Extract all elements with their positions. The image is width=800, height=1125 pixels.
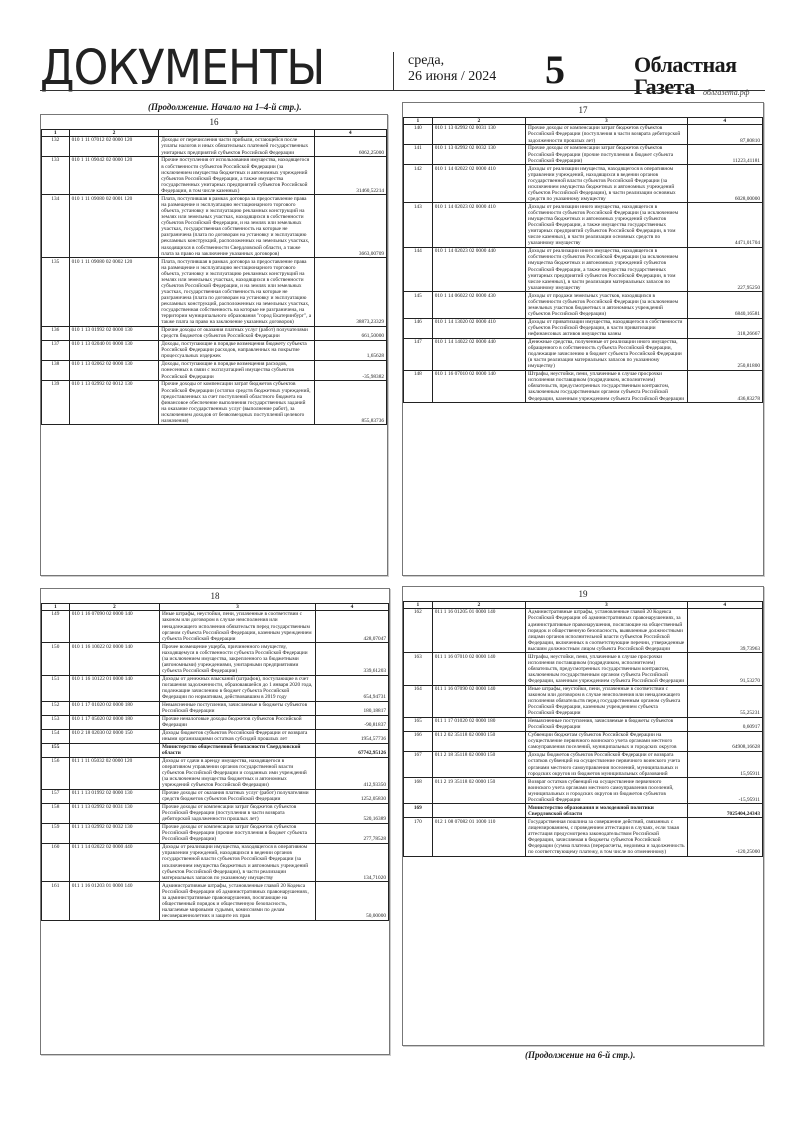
item-description: Плата, поступившая в рамках договора за предоставление права на размещение и эксплуатацию нестационарного торгового объекта, установку и эксплуатацию рекламных конструкций на землях или земельных участках, находящихся в собственности субъектов Российской Федерации, и на землях или земельных участках, государственная собственность на которые не разграничена (плата по договорам на установку и эксплуатацию рекламных конструкций, расположенных на земельных участках, находящихся в собственности Свердловской области, а также плата за право на заключение указанных договоров) bbox=[159, 195, 314, 258]
budget-code: 011 1 13 02992 02 0031 130 bbox=[69, 803, 159, 823]
amount: 412,93350 bbox=[316, 757, 389, 789]
table-row bbox=[42, 195, 387, 258]
table-row bbox=[42, 360, 387, 380]
budget-code: 010 1 11 09080 02 0001 120 bbox=[69, 195, 159, 258]
table-row bbox=[404, 717, 763, 731]
item-description: Иные штрафы, неустойки, пени, уплаченные в соответствии с законом или договором в случае неисполнения или ненадлежащего исполнения обязательств перед государственным органом субъекта Российской Федерации, казенным учреждением субъекта Российской Федерации bbox=[159, 611, 315, 643]
item-description: Прочие доходы от компенсации затрат бюджетов субъектов Российской Федерации (прочие поступления в бюджет субъекта Российской Федерации) bbox=[159, 823, 315, 843]
item-description: Доходы, поступающие в порядке возмещения бюджету субъекта Российской Федерации расходов, направленных на покрытие процессуальных издержек bbox=[159, 340, 314, 360]
budget-code bbox=[69, 743, 159, 757]
table-row bbox=[42, 326, 387, 340]
item-description: Доходы от перечисления части прибыли, остающейся после уплаты налогов и иных обязательных платежей государственных унитарных предприятий субъектов Российской Федерации bbox=[159, 137, 314, 157]
amount: 227,95250 bbox=[687, 247, 762, 291]
amount: 428,07047 bbox=[316, 611, 389, 643]
budget-code bbox=[432, 804, 525, 818]
table-row bbox=[404, 125, 763, 145]
row-number: 153 bbox=[42, 715, 70, 729]
amount: 4471,01704 bbox=[687, 203, 762, 247]
table-row bbox=[42, 157, 387, 195]
table-row bbox=[404, 778, 763, 804]
document-table bbox=[403, 117, 763, 403]
column-header: 3 bbox=[526, 118, 688, 125]
issue-date: 26 июня / 2024 bbox=[408, 69, 497, 84]
table-row bbox=[42, 340, 387, 360]
row-number: 135 bbox=[42, 258, 70, 327]
table-row bbox=[42, 675, 389, 701]
column-header: 2 bbox=[432, 118, 525, 125]
amount: -15,95911 bbox=[687, 778, 762, 804]
row-number: 157 bbox=[42, 789, 70, 803]
column-header: 1 bbox=[42, 130, 70, 137]
item-description: Денежные средства, полученные от реализации иного имущества, обращенного в собственность субъекта Российской Федерации, подлежащие зачислению в бюджет субъекта Российской Федерации (в части реализации материальных запасов по указанному имуществу) bbox=[526, 338, 688, 370]
item-description: Доходы от реализации иного имущества, находящегося в собственности субъектов Российской Федерации (за исключением имущества бюджетных и автономных учреждений субъектов Российской Федерации, а также имущества государственных унитарных предприятий субъектов Российской Федерации, в том числе казенных), в части реализации основных средств по указанному имуществу bbox=[526, 203, 688, 247]
column-header: 1 bbox=[404, 602, 433, 609]
row-number: 158 bbox=[42, 803, 70, 823]
budget-code: 011 1 14 02022 02 0000 440 bbox=[69, 843, 159, 881]
budget-code: 010 1 13 02062 02 0000 130 bbox=[69, 360, 159, 380]
item-description: Штрафы, неустойки, пени, уплаченные в случае просрочки исполнения поставщиком (подрядчиком, исполнителем) обязательств, предусмотренных государственным контрактом, заключенным государственным органом субъекта Российской Федерации, казенным учреждением субъекта Российской Федерации bbox=[526, 653, 688, 685]
amount: 38873,23329 bbox=[314, 258, 386, 327]
amount: 55,25231 bbox=[687, 685, 762, 717]
amount: -120,25000 bbox=[687, 818, 762, 856]
row-number: 152 bbox=[42, 701, 70, 715]
budget-code: 011 1 16 07090 02 0000 140 bbox=[432, 685, 525, 717]
item-description: Прочие доходы от оказания платных услуг (работ) получателями средств бюджетов субъектов Российской Федерации bbox=[159, 789, 315, 803]
table-row bbox=[404, 203, 763, 247]
column-header: 2 bbox=[432, 602, 525, 609]
amount: 520,16389 bbox=[316, 803, 389, 823]
table-row bbox=[404, 751, 763, 777]
table-row bbox=[404, 247, 763, 291]
row-number: 151 bbox=[42, 675, 70, 701]
budget-code: 010 1 14 02023 02 0000 410 bbox=[432, 203, 525, 247]
item-description: Прочие доходы от оказания платных услуг (работ) получателями средств бюджетов субъектов Российской Федерации bbox=[159, 326, 314, 340]
row-number: 166 bbox=[404, 731, 433, 751]
row-number: 149 bbox=[42, 611, 70, 643]
item-description: Доходы от сдачи в аренду имущества, находящегося в оперативном управлении органов государственной власти субъектов Российской Федерации и созданных ими учреждений (за исключением имущества бюджетных и автономных учреждений субъектов Российской Федерации) bbox=[159, 757, 315, 789]
row-number: 133 bbox=[42, 157, 70, 195]
amount: 436,83278 bbox=[687, 370, 762, 402]
item-description: Штрафы, неустойки, пени, уплаченные в случае просрочки исполнения поставщиком (подрядчиком, исполнителем) обязательств, предусмотренных государственным контрактом, заключенным государственным органом субъекта Российской Федерации, казенным учреждением субъекта Российской Федерации bbox=[526, 370, 688, 402]
row-number: 162 bbox=[404, 609, 433, 653]
amount: 855,83736 bbox=[314, 381, 386, 425]
budget-code: 010 1 17 01020 02 0000 180 bbox=[69, 701, 159, 715]
amount: 67742,95126 bbox=[316, 743, 389, 757]
document-panel-18 bbox=[40, 588, 390, 1055]
item-description: Субвенции бюджетам субъектов Российской Федерации на осуществление первичного воинского учета органами местного самоуправления поселений, муниципальных и городских округов bbox=[526, 731, 688, 751]
row-number: 169 bbox=[404, 804, 433, 818]
column-header: 3 bbox=[526, 602, 688, 609]
table-row bbox=[404, 165, 763, 203]
budget-code: 011 1 16 01203 01 0000 140 bbox=[69, 882, 159, 920]
item-description: Прочие поступления от использования имущества, находящегося в собственности субъектов Российской Федерации (за исключением имущества бюджетных и автономных учреждений субъектов Российской Федерации, а также имущества государственных унитарных предприятий субъектов Российской Федерации, в том числе казенных) bbox=[159, 157, 314, 195]
item-description: Возврат остатков субвенций на осуществление первичного воинского учета органами местного самоуправления поселений, муниципальных и городских округов из бюджетов субъектов Российской Федерации bbox=[526, 778, 688, 804]
page-number: 5 bbox=[545, 47, 565, 92]
budget-code: 011 1 17 01020 02 0000 180 bbox=[432, 717, 525, 731]
budget-code: 010 1 17 05020 02 0000 180 bbox=[69, 715, 159, 729]
column-header: 4 bbox=[687, 118, 762, 125]
amount: 250,81800 bbox=[687, 338, 762, 370]
row-number: 139 bbox=[42, 381, 70, 425]
item-description: Государственная пошлина за совершение действий, связанных с лицензированием, с проведением аттестации в случаях, если такая аттестация предусмотрена законодательством Российской Федерации, зачисляемая в бюджеты субъектов Российской Федерации (сумма платежа (перерасчеты, недоимка и задолженность по соответствующему платежу, в том числе по отмененному) bbox=[526, 818, 688, 856]
item-description: Административные штрафы, установленные главой 20 Кодекса Российской Федерации об административных правонарушениях, за административные правонарушения, посягающие на общественный порядок и общественную безопасность, выявленные должностными лицами органов исполнительной власти субъектов Российской Федерации, включенных в соответствующие перечни, утвержденные высшим должностным лицом субъекта Российской Федерации bbox=[526, 609, 688, 653]
table-row bbox=[404, 653, 763, 685]
column-header: 1 bbox=[42, 604, 70, 611]
row-number: 155 bbox=[42, 743, 70, 757]
row-number: 144 bbox=[404, 247, 433, 291]
budget-code: 010 1 14 14022 02 0000 440 bbox=[432, 338, 525, 370]
item-description: Доходы бюджетов субъектов Российской Федерации от возврата остатков субвенций на осуществление первичного воинского учета органами местного самоуправления поселений, муниципальных и городских округов из бюджетов муниципальных образований bbox=[526, 751, 688, 777]
budget-code: 010 1 13 02992 02 0012 130 bbox=[69, 381, 159, 425]
amount: 91,53270 bbox=[687, 653, 762, 685]
budget-code: 011 1 16 07010 02 0000 140 bbox=[432, 653, 525, 685]
budget-code: 011 2 02 35118 02 0000 150 bbox=[432, 731, 525, 751]
budget-code: 011 2 19 35118 02 0000 150 bbox=[432, 778, 525, 804]
amount: 180,18817 bbox=[316, 701, 389, 715]
budget-code: 010 1 13 02040 01 0000 130 bbox=[69, 340, 159, 360]
table-row bbox=[42, 843, 389, 881]
column-header: 4 bbox=[316, 604, 389, 611]
budget-code: 010 2 18 02030 02 0000 150 bbox=[69, 729, 159, 743]
table-row bbox=[42, 137, 387, 157]
row-number: 167 bbox=[404, 751, 433, 777]
column-header: 2 bbox=[69, 130, 159, 137]
item-description: Прочие доходы от компенсации затрат бюджетов субъектов Российской Федерации (прочие поступления в бюджет субъекта Российской Федерации) bbox=[526, 145, 688, 165]
table-header bbox=[404, 118, 763, 125]
item-description: Прочее возмещение ущерба, причиненного имуществу, находящемуся в собственности субъекта Российской Федерации (за исключением имущества, закрепленного за бюджетными (автономными) учреждениями, унитарными предприятиями субъекта Российской Федерации) bbox=[159, 643, 315, 675]
panel-number: 17 bbox=[578, 105, 588, 115]
budget-code: 010 1 16 07010 02 0000 140 bbox=[432, 370, 525, 402]
table-row bbox=[404, 804, 763, 818]
panel-number: 18 bbox=[210, 591, 220, 601]
column-header: 2 bbox=[69, 604, 159, 611]
amount: 87,80810 bbox=[687, 125, 762, 145]
document-panel-19 bbox=[402, 586, 764, 1046]
amount: 277,78528 bbox=[316, 823, 389, 843]
issue-weekday: среда, bbox=[408, 53, 445, 68]
table-row bbox=[42, 789, 389, 803]
column-header: 4 bbox=[687, 602, 762, 609]
item-description: Плата, поступившая в рамках договора за предоставление права на размещение и эксплуатацию нестационарного торгового объекта, установку и эксплуатацию рекламных конструкций на землях или земельных участках, находящихся в собственности субъектов Российской Федерации, и на землях или земельных участках, государственная собственность на которые не разграничена (плата по договорам на установку и эксплуатацию рекламных конструкций, расположенных на земельных участках, государственная собственность на которые не разграничена, на территории муниципального образования "город Екатеринбург", а также плата за право на заключение указанных договоров) bbox=[159, 258, 314, 327]
budget-code: 010 1 14 02023 02 0000 440 bbox=[432, 247, 525, 291]
table-row bbox=[42, 729, 389, 743]
amount: 0,60917 bbox=[687, 717, 762, 731]
paper-name-line1: Областная bbox=[634, 52, 737, 77]
amount: 11223,41181 bbox=[687, 145, 762, 165]
row-number: 142 bbox=[404, 165, 433, 203]
item-description: Невыясненные поступления, зачисляемые в бюджеты субъектов Российской Федерации bbox=[159, 701, 315, 715]
row-number: 164 bbox=[404, 685, 433, 717]
budget-code: 010 1 13 02992 02 0032 130 bbox=[432, 145, 525, 165]
panel-number: 19 bbox=[578, 589, 588, 599]
section-title: ДОКУМЕНТЫ bbox=[40, 40, 325, 96]
document-panel-17 bbox=[402, 102, 764, 576]
row-number: 165 bbox=[404, 717, 433, 731]
amount: 7025404,24343 bbox=[687, 804, 762, 818]
amount: 39,73963 bbox=[687, 609, 762, 653]
table-row bbox=[42, 882, 389, 920]
amount: 654,94731 bbox=[316, 675, 389, 701]
row-number: 150 bbox=[42, 643, 70, 675]
table-row bbox=[42, 643, 389, 675]
row-number: 137 bbox=[42, 340, 70, 360]
row-number: 163 bbox=[404, 653, 433, 685]
amount: 15,95911 bbox=[687, 751, 762, 777]
table-row bbox=[42, 823, 389, 843]
item-description: Прочие доходы от компенсации затрат бюджетов субъектов Российской Федерации (поступления в части возврата дебиторской задолженности прошлых лет) bbox=[159, 803, 315, 823]
row-number: 148 bbox=[404, 370, 433, 402]
continued-on-note: (Продолжение на 6-й стр.). bbox=[525, 1050, 636, 1060]
item-description: Министерство общественной безопасности Свердловской области bbox=[159, 743, 315, 757]
amount: 6840,16581 bbox=[687, 292, 762, 318]
row-number: 161 bbox=[42, 882, 70, 920]
table-row bbox=[404, 685, 763, 717]
document-table bbox=[41, 603, 389, 921]
budget-code: 011 1 16 01205 01 0000 140 bbox=[432, 609, 525, 653]
budget-code: 010 1 14 13020 02 0000 410 bbox=[432, 318, 525, 338]
row-number: 141 bbox=[404, 145, 433, 165]
row-number: 134 bbox=[42, 195, 70, 258]
table-row bbox=[42, 611, 389, 643]
amount: 64908,16628 bbox=[687, 731, 762, 751]
budget-code: 010 1 16 10022 02 0000 140 bbox=[69, 643, 159, 675]
table-row bbox=[42, 701, 389, 715]
continued-from-note: (Продолжение. Начало на 1–4-й стр.). bbox=[148, 102, 302, 112]
table-row bbox=[42, 258, 387, 327]
table-header bbox=[42, 130, 387, 137]
table-header bbox=[404, 602, 763, 609]
paper-name-line2: Газета bbox=[634, 74, 695, 99]
paper-site: облгазета.рф bbox=[703, 88, 750, 97]
budget-code: 011 1 13 01992 02 0000 130 bbox=[69, 789, 159, 803]
budget-code: 010 1 16 10122 01 0000 140 bbox=[69, 675, 159, 701]
item-description: Прочие неналоговые доходы бюджетов субъектов Российской Федерации bbox=[159, 715, 315, 729]
amount: 50,00000 bbox=[316, 882, 389, 920]
budget-code: 010 1 11 07012 02 0000 120 bbox=[69, 137, 159, 157]
row-number: 156 bbox=[42, 757, 70, 789]
document-table bbox=[403, 601, 763, 857]
panel-number: 16 bbox=[209, 117, 219, 127]
column-header: 1 bbox=[404, 118, 433, 125]
row-number: 168 bbox=[404, 778, 433, 804]
item-description: Доходы от продажи земельных участков, находящихся в собственности субъектов Российской Федерации (за исключением земельных участков бюджетных и автономных учреждений субъектов Российской Федерации) bbox=[526, 292, 688, 318]
budget-code: 010 1 14 06022 02 0000 430 bbox=[432, 292, 525, 318]
amount: 1,65628 bbox=[314, 340, 386, 360]
amount: 318,26667 bbox=[687, 318, 762, 338]
row-number: 159 bbox=[42, 823, 70, 843]
budget-code: 012 1 08 07082 01 1000 110 bbox=[432, 818, 525, 856]
amount: 6062,25000 bbox=[314, 137, 386, 157]
item-description: Невыясненные поступления, зачисляемые в бюджеты субъектов Российской Федерации bbox=[526, 717, 688, 731]
budget-code: 011 2 18 35118 02 0000 150 bbox=[432, 751, 525, 777]
item-description: Иные штрафы, неустойки, пени, уплаченные в соответствии с законом или договором в случае неисполнения или ненадлежащего исполнения обязательств перед государственным органом субъекта Российской Федерации, казенным учреждением субъекта Российской Федерации bbox=[526, 685, 688, 717]
table-row bbox=[404, 731, 763, 751]
column-header: 3 bbox=[159, 130, 314, 137]
row-number: 160 bbox=[42, 843, 70, 881]
row-number: 132 bbox=[42, 137, 70, 157]
item-description: Прочие доходы от компенсации затрат бюджетов субъектов Российской Федерации (остатки средств бюджетных учреждений, предоставленных за счет поступлений областного бюджета на финансовое обеспечение выполнения государственных заданий на оказание государственных услуг (выполнение работ), за исключением доходов от безвозмездных поступлений целевого назначения) bbox=[159, 381, 314, 425]
header-rule bbox=[40, 90, 765, 91]
item-description: Доходы от реализации имущества, находящегося в оперативном управлении учреждений, находящихся в ведении органов государственной власти субъектов Российской Федерации (за исключением имущества бюджетных и автономных учреждений субъектов Российской Федерации), в части реализации материальных запасов по указанному имуществу bbox=[159, 843, 315, 881]
table-row bbox=[404, 338, 763, 370]
budget-code: 010 1 13 01992 02 0000 130 bbox=[69, 326, 159, 340]
row-number: 146 bbox=[404, 318, 433, 338]
amount: -90,81837 bbox=[316, 715, 389, 729]
amount: 3663,00709 bbox=[314, 195, 386, 258]
item-description: Доходы бюджетов субъектов Российской Федерации от возврата иными организациями остатков субсидий прошлых лет bbox=[159, 729, 315, 743]
item-description: Прочие доходы от компенсации затрат бюджетов субъектов Российской Федерации (поступления в части возврата дебиторской задолженности прошлых лет) bbox=[526, 125, 688, 145]
item-description: Доходы, поступающие в порядке возмещения расходов, понесенных в связи с эксплуатацией имущества субъектов Российской Федерации bbox=[159, 360, 314, 380]
amount: 339,61203 bbox=[316, 643, 389, 675]
item-description: Административные штрафы, установленные главой 20 Кодекса Российской Федерации об административных правонарушениях, за административные правонарушения, посягающие на общественный порядок и общественную безопасность, налагаемые мировыми судьями, комиссиями по делам несовершеннолетних и защите их прав bbox=[159, 882, 315, 920]
table-row bbox=[42, 743, 389, 757]
document-table bbox=[41, 129, 387, 425]
amount: 661,50000 bbox=[314, 326, 386, 340]
row-number: 143 bbox=[404, 203, 433, 247]
budget-code: 010 1 16 07090 02 0000 140 bbox=[69, 611, 159, 643]
budget-code: 011 1 11 05032 02 0000 120 bbox=[69, 757, 159, 789]
table-row bbox=[404, 370, 763, 402]
item-description: Доходы от приватизации имущества, находящегося в собственности субъектов Российской Федерации, в части приватизации нефинансовых активов имущества казны bbox=[526, 318, 688, 338]
table-row bbox=[42, 803, 389, 823]
amount: 134,71020 bbox=[316, 843, 389, 881]
budget-code: 010 1 11 09042 02 0000 120 bbox=[69, 157, 159, 195]
table-row bbox=[404, 818, 763, 856]
row-number: 138 bbox=[42, 360, 70, 380]
table-row bbox=[42, 381, 387, 425]
item-description: Доходы от реализации имущества, находящегося в оперативном управлении учреждений, находящихся в ведении органов государственной власти субъектов Российской Федерации (за исключением имущества бюджетных и автономных учреждений субъектов Российской Федерации), в части реализации основных средств по указанному имуществу bbox=[526, 165, 688, 203]
table-row bbox=[404, 145, 763, 165]
table-row bbox=[404, 609, 763, 653]
item-description: Доходы от денежных взысканий (штрафов), поступающие в счет погашения задолженности, образовавшейся до 1 января 2020 года, подлежащие зачислению в бюджет субъекта Российской Федерации по нормативам, действовавшим в 2019 году bbox=[159, 675, 315, 701]
table-row bbox=[42, 757, 389, 789]
column-header: 4 bbox=[314, 130, 386, 137]
amount: 31460,52214 bbox=[314, 157, 386, 195]
row-number: 136 bbox=[42, 326, 70, 340]
column-header: 3 bbox=[159, 604, 315, 611]
table-header bbox=[42, 604, 389, 611]
item-description: Доходы от реализации иного имущества, находящегося в собственности субъектов Российской Федерации (за исключением имущества бюджетных и автономных учреждений субъектов Российской Федерации, а также имущества государственных унитарных предприятий субъектов Российской Федерации, в том числе казенных), в части реализации материальных запасов по указанному имуществу bbox=[526, 247, 688, 291]
row-number: 154 bbox=[42, 729, 70, 743]
amount: 6028,00000 bbox=[687, 165, 762, 203]
amount: 1954,57736 bbox=[316, 729, 389, 743]
budget-code: 011 1 13 02992 02 0032 130 bbox=[69, 823, 159, 843]
amount: -35,98382 bbox=[314, 360, 386, 380]
row-number: 170 bbox=[404, 818, 433, 856]
table-row bbox=[404, 292, 763, 318]
table-row bbox=[404, 318, 763, 338]
budget-code: 010 1 11 09080 02 0002 120 bbox=[69, 258, 159, 327]
header-divider bbox=[393, 52, 394, 90]
row-number: 140 bbox=[404, 125, 433, 145]
document-panel-16 bbox=[40, 114, 388, 576]
amount: 1252,05830 bbox=[316, 789, 389, 803]
item-description: Министерство образования и молодежной политики Свердловской области bbox=[526, 804, 688, 818]
budget-code: 010 1 14 02022 02 0000 410 bbox=[432, 165, 525, 203]
table-row bbox=[42, 715, 389, 729]
row-number: 145 bbox=[404, 292, 433, 318]
row-number: 147 bbox=[404, 338, 433, 370]
budget-code: 010 1 13 02992 02 0031 130 bbox=[432, 125, 525, 145]
